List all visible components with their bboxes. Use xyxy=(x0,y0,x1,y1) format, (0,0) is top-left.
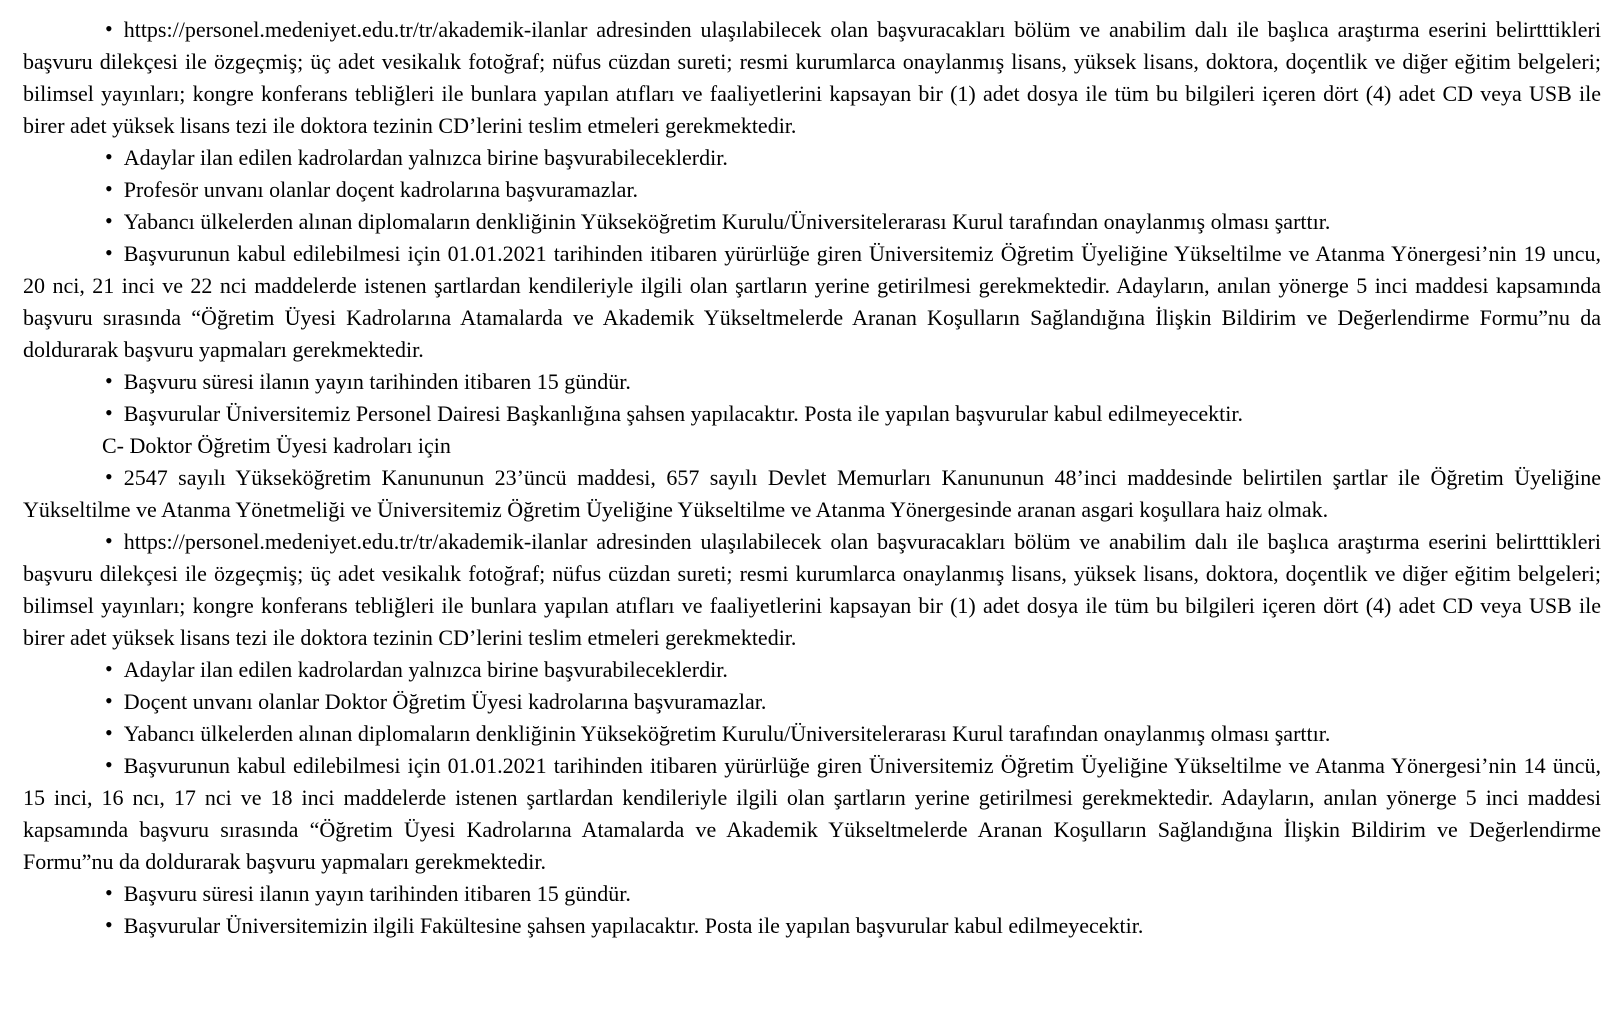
section-heading-text: C- Doktor Öğretim Üyesi kadroları için xyxy=(102,433,451,458)
bullet-icon: • xyxy=(105,528,113,553)
bullet-list-item xyxy=(23,142,1601,174)
bullet-list-item xyxy=(23,910,1601,942)
paragraph-text: Profesör unvanı olanlar doçent kadrolarına başvuramazlar. xyxy=(123,177,639,202)
bullet-list-item xyxy=(23,878,1601,910)
bullet-icon: • xyxy=(105,208,113,233)
bullet-icon: • xyxy=(105,368,113,393)
bullet-list-item xyxy=(23,174,1601,206)
paragraph-text: Başvuru süresi ilanın yayın tarihinden itibaren 15 gündür. xyxy=(123,369,631,394)
paragraph-text: Başvurular Üniversitemizin ilgili Fakültesine şahsen yapılacaktır. Posta ile yapılan başvurular kabul edilmeyecektir. xyxy=(123,913,1144,938)
paragraph-text: Başvurunun kabul edilebilmesi için 01.01.2021 tarihinden itibaren yürürlüğe giren Üniversitemiz Öğretim Üyeliğine Yükseltilme ve Atanma Yönergesi’nin 14 üncü, 15 inci, 16 ncı, 17 nci ve 18 inci maddelerde istenen şartlardan kendileriyle ilgili olan şartların yerine getirilmesi gerekmektedir. Adayların, anılan yönerge 5 inci maddesi kapsamında başvuru sırasında “Öğretim Üyesi Kadrolarına Atamalarda ve Akademik Yükseltmelerde Aranan Koşulların Sağlandığına İlişkin Bildirim ve Değerlendirme Formu”nu da doldurarak başvuru yapmaları gerekmektedir. xyxy=(23,753,1601,874)
bullet-list-item xyxy=(23,526,1601,654)
bullet-icon: • xyxy=(105,400,113,425)
paragraph-text: Yabancı ülkelerden alınan diplomaların denkliğinin Yükseköğretim Kurulu/Üniversitelerarası Kurul tarafından onaylanmış olması şarttır. xyxy=(123,209,1331,234)
paragraph-text: Adaylar ilan edilen kadrolardan yalnızca birine başvurabileceklerdir. xyxy=(123,145,728,170)
bullet-list-item xyxy=(23,718,1601,750)
bullet-icon: • xyxy=(105,720,113,745)
bullet-icon: • xyxy=(105,688,113,713)
bullet-icon: • xyxy=(105,912,113,937)
paragraph-text: Doçent unvanı olanlar Doktor Öğretim Üyesi kadrolarına başvuramazlar. xyxy=(123,689,767,714)
paragraph-text: https://personel.medeniyet.edu.tr/tr/akademik-ilanlar adresinden ulaşılabilecek olan başvuracakları bölüm ve anabilim dalı ile başlıca araştırma eserini belirtttikleri başvuru dilekçesi ile özgeçmiş; üç adet vesikalık fotoğraf; nüfus cüzdan sureti; resmi kurumlarca onaylanmış lisans, yüksek lisans, doktora, doçentlik ve diğer eğitim belgeleri; bilimsel yayınları; kongre konferans tebliğleri ile bunlara yapılan atıfları ve faaliyetlerini kapsayan bir (1) adet dosya ile tüm bu bilgileri içeren dört (4) adet CD veya USB ile birer adet yüksek lisans tezi ile doktora tezinin CD’lerini teslim etmeleri gerekmektedir. xyxy=(23,17,1601,138)
paragraph-text: Başvurunun kabul edilebilmesi için 01.01.2021 tarihinden itibaren yürürlüğe giren Üniversitemiz Öğretim Üyeliğine Yükseltilme ve Atanma Yönergesi’nin 19 uncu, 20 nci, 21 inci ve 22 nci maddelerde istenen şartlardan kendileriyle ilgili olan şartların yerine getirilmesi gerekmektedir. Adayların, anılan yönerge 5 inci maddesi kapsamında başvuru sırasında “Öğretim Üyesi Kadrolarına Atamalarda ve Akademik Yükseltmelerde Aranan Koşulların Sağlandığına İlişkin Bildirim ve Değerlendirme Formu”nu da doldurarak başvuru yapmaları gerekmektedir. xyxy=(23,241,1601,362)
paragraph-text: Başvuru süresi ilanın yayın tarihinden itibaren 15 gündür. xyxy=(123,881,631,906)
bullet-icon: • xyxy=(105,16,113,41)
bullet-icon: • xyxy=(105,880,113,905)
section-heading-c xyxy=(23,430,1601,462)
bullet-icon: • xyxy=(105,240,113,265)
bullet-icon: • xyxy=(105,752,113,777)
bullet-list-item xyxy=(23,366,1601,398)
bullet-icon: • xyxy=(105,464,113,489)
bullet-list-item xyxy=(23,462,1601,526)
bullet-list-item xyxy=(23,206,1601,238)
bullet-list-item xyxy=(23,654,1601,686)
bullet-icon: • xyxy=(105,144,113,169)
paragraph-text: Başvurular Üniversitemiz Personel Dairesi Başkanlığına şahsen yapılacaktır. Posta ile yapılan başvurular kabul edilmeyecektir. xyxy=(123,401,1243,426)
bullet-list-item xyxy=(23,14,1601,142)
paragraph-text: 2547 sayılı Yükseköğretim Kanununun 23’üncü maddesi, 657 sayılı Devlet Memurları Kanununun 48’inci maddesinde belirtilen şartlar ile Öğretim Üyeliğine Yükseltilme ve Atanma Yönetmeliği ve Üniversitemiz Öğretim Üyeliğine Yükseltilme ve Atanma Yönergesinde aranan asgari koşullara haiz olmak. xyxy=(23,465,1601,522)
bullet-list-item xyxy=(23,686,1601,718)
bullet-icon: • xyxy=(105,176,113,201)
bullet-icon: • xyxy=(105,656,113,681)
paragraph-text: Adaylar ilan edilen kadrolardan yalnızca birine başvurabileceklerdir. xyxy=(123,657,728,682)
paragraph-text: Yabancı ülkelerden alınan diplomaların denkliğinin Yükseköğretim Kurulu/Üniversitelerarası Kurul tarafından onaylanmış olması şarttır. xyxy=(123,721,1331,746)
bullet-list-item xyxy=(23,750,1601,878)
paragraph-text: https://personel.medeniyet.edu.tr/tr/akademik-ilanlar adresinden ulaşılabilecek olan başvuracakları bölüm ve anabilim dalı ile başlıca araştırma eserini belirtttikleri başvuru dilekçesi ile özgeçmiş; üç adet vesikalık fotoğraf; nüfus cüzdan sureti; resmi kurumlarca onaylanmış lisans, yüksek lisans, doktora, doçentlik ve diğer eğitim belgeleri; bilimsel yayınları; kongre konferans tebliğleri ile bunlara yapılan atıfları ve faaliyetlerini kapsayan bir (1) adet dosya ile tüm bu bilgileri içeren dört (4) adet CD veya USB ile birer adet yüksek lisans tezi ile doktora tezinin CD’lerini teslim etmeleri gerekmektedir. xyxy=(23,529,1601,650)
bullet-list-item xyxy=(23,398,1601,430)
bullet-list-item xyxy=(23,238,1601,366)
